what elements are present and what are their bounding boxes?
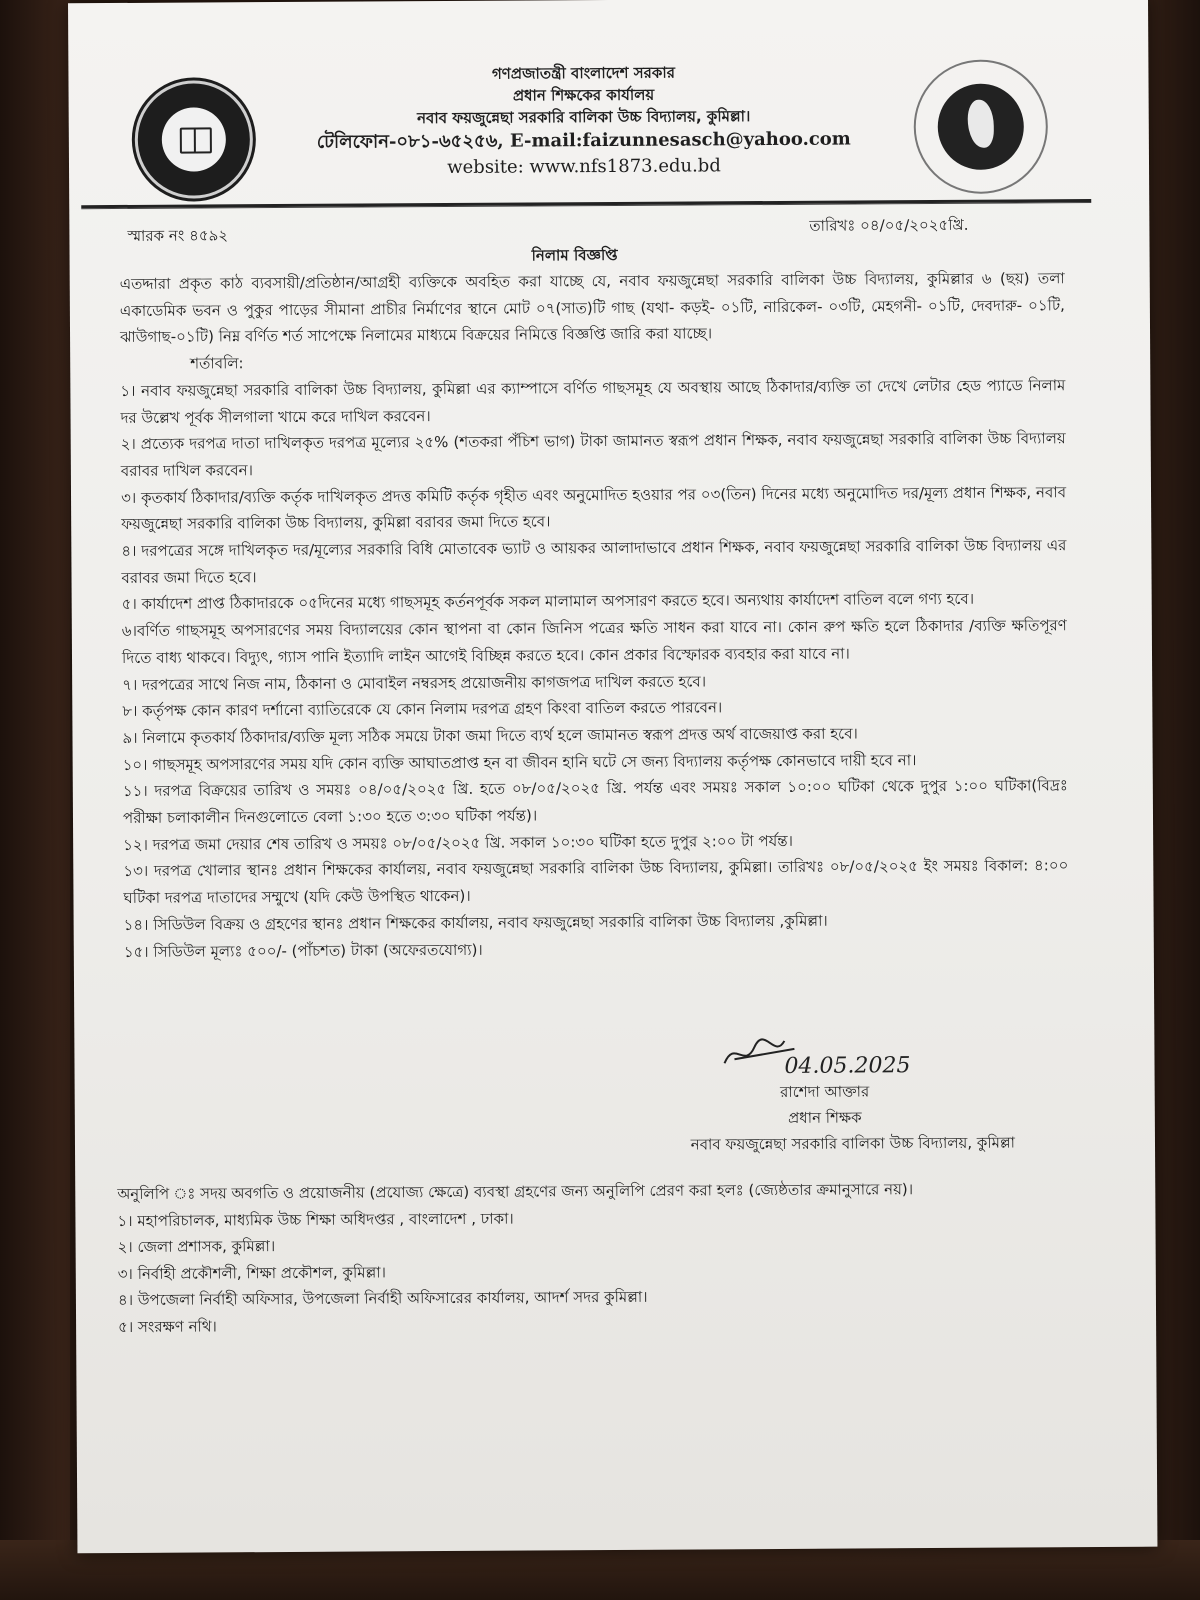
- copy-item: ৪। উপজেলা নির্বাহী অফিসার, উপজেলা নির্বাহী অফিসারের কার্যালয়, আদর্শ সদর কুমিল্লা।: [117, 1287, 648, 1310]
- government-name: গণপ্রজাতন্ত্রী বাংলাদেশ সরকার: [491, 63, 675, 83]
- term-item: ১৪। সিডিউল বিক্রয় ও গ্রহণের স্থানঃ প্রধান শিক্ষকের কার্যালয়, নবাব ফয়জুন্নেছা সরকারি বালিকা উচ্চ বিদ্যালয় ,কুমিল্লা।: [123, 911, 828, 934]
- copy-distribution: [117, 1175, 1068, 1340]
- contact-info: টেলিফোন-০৮১-৬৫২৫৬, E-mail:faizunnesasch@yahoo.com: [316, 128, 851, 153]
- term-item: ৭। দরপত্রের সাথে নিজ নাম, ঠিকানা ও মোবাইল নম্বরসহ প্রয়োজনীয় কাগজপত্র দাখিল করতে হবে।: [122, 671, 707, 694]
- term-item: ৬।বর্ণিত গাছসমূহ অপসারণের সময় বিদ্যালয়ের কোন স্থাপনা বা কোন জিনিস পত্রের ক্ষতি সাধন করা যাবে না। কোন রুপ ক্ষতি হলে ঠিকাদার /ব্যক্তি ক্ষতিপূরণ দিতে বাধ্য থাকবে। বিদ্যুৎ, গ্যাস পানি ইত্যাদি লাইন আগেই বিচ্ছিন্ন করতে হবে। কোন প্রকার বিস্ফোরক ব্যবহার করা যাবে না।: [121, 616, 1067, 667]
- term-item: ১। নবাব ফয়জুন্নেছা সরকারি বালিকা উচ্চ বিদ্যালয়, কুমিল্লা এর ক্যাম্পাসে বর্ণিত গাছসমূহ যে অবস্থায় আছে ঠিকাদার/ব্যক্তি তা দেখে লেটার হেড প্যাডে নিলাম দর উল্লেখ পূর্বক সীলগালা খামে করে দাখিল করবেন।: [120, 376, 1066, 427]
- header-divider: [81, 199, 1091, 209]
- memo-number: স্মারক নং ৪৫৯২: [127, 226, 229, 245]
- notice-body: [120, 265, 1069, 965]
- signature-block: [635, 1078, 1015, 1158]
- website-info: website: www.nfs1873.edu.bd: [447, 155, 721, 178]
- notice-title: নিলাম বিজ্ঞপ্তি: [531, 245, 618, 265]
- background-left: [0, 0, 70, 1600]
- copies-heading: অনুলিপি ঃ সদয় অবগতি ও প্রয়োজনীয় (প্রযোজ্য ক্ষেত্রে) ব্যবস্থা গ্রহণের জন্য অনুলিপি প্রেরণ করা হলঃ (জ্যেষ্ঠতার ক্রমানুসারে নয়)।: [117, 1180, 914, 1204]
- copy-item: ৫। সংরক্ষণ নথি।: [118, 1316, 217, 1336]
- term-item: ১১। দরপত্র বিক্রয়ের তারিখ ও সময়ঃ ০৪/০৫/২০২৫ খ্রি. হতে ০৮/০৫/২০২৫ খ্রি. পর্যন্ত এবং সময়ঃ সকাল ১০:০০ ঘটিকা থেকে দুপুর ১:০০ ঘটিকা(বিদ্রঃ পরীক্ষা চলাকালীন দিনগুলোতে বেলা ১:৩০ হতে ৩:৩০ ঘটিকা পর্যন্ত)।: [122, 776, 1068, 828]
- school-seal-icon: [134, 80, 253, 199]
- term-item: ৮। কর্তৃপক্ষ কোন কারণ দর্শানো ব্যাতিরেকে যে কোন নিলাম দরপত্র গ্রহণ কিংবা বাতিল করতে পারবেন।: [122, 698, 723, 721]
- notice-date: তারিখঃ ০৪/০৫/২০২৫খ্রি.: [809, 215, 969, 235]
- term-item: ৩। কৃতকার্য ঠিকাদার/ব্যক্তি কর্তৃক দাখিলকৃত প্রদত্ত কমিটি কর্তৃক গৃহীত এবং অনুমোদিত হওয়ার পর ০৩(তিন) দিনের মধ্যে অনুমোদিত দর/মূল্য প্রধান শিক্ষক, নবাব ফয়জুন্নেছা সরকারি বালিকা উচ্চ বিদ্যালয়, কুমিল্লা বরাবর জমা দিতে হবে।: [120, 482, 1067, 534]
- term-item: ৫। কার্যাদেশ প্রাপ্ত ঠিকাদারকে ০৫দিনের মধ্যে গাছসমূহ কর্তনপূর্বক সকল মালামাল অপসারণ করতে হবে। অন্যথায় কার্যাদেশ বাতিল বলে গণ্য হবে।: [121, 590, 975, 614]
- copy-item: ১। মহাপরিচালক, মাধ্যমিক উচ্চ শিক্ষা অধিদপ্তর , বাংলাদেশ , ঢাকা।: [117, 1209, 514, 1230]
- government-seal-icon: [913, 59, 1048, 194]
- term-item: ১০। গাছসমূহ অপসারণের সময় যদি কোন ব্যক্তি আঘাতপ্রাপ্ত হন বা জীবন হানি ঘটে সে জন্য বিদ্যালয় কর্তৃপক্ষ কোনভাবে দায়ী হবে না।: [122, 750, 917, 774]
- copy-item: ২। জেলা প্রশাসক, কুমিল্লা।: [117, 1237, 276, 1257]
- intro-paragraph: এতদ্দারা প্রকৃত কাঠ ব্যবসায়ী/প্রতিষ্ঠান/আগ্রহী ব্যক্তিকে অবহিত করা যাচ্ছে যে, নবাব ফয়জুন্নেছা সরকারি বালিকা উচ্চ বিদ্যালয়, কুমিল্লার ৬ (ছয়) তলা একাডেমিক ভবন ও পুকুর পাড়ের সীমানা প্রাচীর নির্মাণের স্থানে মোট ০৭(সাত)টি গাছ (যথা- কড়ই- ০১টি, নারিকেল- ০৩টি, মেহগনী- ০১টি, দেবদারু- ০১টি, ঝাউগাছ-০১টি) নিম্ন বর্ণিত শর্ত সাপেক্ষে নিলামের মাধ্যমে বিক্রয়ের নিমিত্তে বিজ্ঞপ্তি জারি করা যাচ্ছে।: [119, 269, 1065, 347]
- signatory-name: রাশেদা আক্তার: [780, 1082, 870, 1101]
- terms-heading: শর্তাবলি:: [190, 354, 244, 373]
- term-item: ১৩। দরপত্র খোলার স্থানঃ প্রধান শিক্ষকের কার্যালয়, নবাব ফয়জুন্নেছা সরকারি বালিকা উচ্চ বিদ্যালয়, কুমিল্লা। তারিখঃ ০৮/০৫/২০২৫ ইং সময়ঃ বিকাল: ৪:০০ ঘটিকা দরপত্র দাতাদের সম্মুখে (যদি কেউ উপস্থিত থাকেন)।: [123, 856, 1069, 908]
- term-item: ৪। দরপত্রের সঙ্গে দাখিলকৃত দর/মূল্যের সরকারি বিধি মোতাবেক ভ্যাট ও আয়কর আলাদাভাবে প্রধান শিক্ষক, নবাব ফয়জুন্নেছা সরকারি বালিকা উচ্চ বিদ্যালয় এর বরাবর জমা দিতে হবে।: [121, 536, 1067, 587]
- copy-item: ৩। নির্বাহী প্রকৌশলী, শিক্ষা প্রকৌশল, কুমিল্লা।: [117, 1262, 387, 1283]
- term-item: ২। প্রত্যেক দরপত্র দাতা দাখিলকৃত দরপত্র মূল্যের ২৫% (শতকরা পঁচিশ ভাগ) টাকা জামানত স্বরূপ প্রধান শিক্ষক, নবাব ফয়জুন্নেছা সরকারি বালিকা উচ্চ বিদ্যালয় বরাবর দাখিল করবেন।: [120, 429, 1066, 480]
- office-name: প্রধান শিক্ষকের কার্যালয়: [512, 85, 655, 105]
- signature-date: 04.05.2025: [784, 1053, 911, 1079]
- term-item: ৯। নিলামে কৃতকার্য ঠিকাদার/ব্যক্তি মূল্য সঠিক সময়ে টাকা জমা দিতে ব্যর্থ হলে জামানত স্বরূপ প্রদত্ত অর্থ বাজেয়াপ্ত করা হবে।: [122, 724, 858, 747]
- term-item: ১৫। সিডিউল মূল্যঃ ৫০০/- (পাঁচশত) টাকা (অফেরতযোগ্য)।: [123, 940, 483, 961]
- term-item: ১২। দরপত্র জমা দেয়ার শেষ তারিখ ও সময়ঃ ০৮/০৫/২০২৫ খ্রি. সকাল ১০:৩০ ঘটিকা হতে দুপুর ২:০০ টা পর্যন্ত।: [123, 831, 793, 854]
- signatory-designation: প্রধান শিক্ষক: [788, 1108, 862, 1127]
- signatory-organization: নবাব ফয়জুন্নেছা সরকারি বালিকা উচ্চ বিদ্যালয়, কুমিল্লা: [690, 1133, 1016, 1154]
- letterhead: [268, 60, 899, 182]
- handwritten-signature: [714, 1028, 914, 1079]
- notice-paper: [68, 0, 1157, 1553]
- school-name: নবাব ফয়জুন্নেছা সরকারি বালিকা উচ্চ বিদ্যালয়, কুমিল্লা।: [417, 107, 751, 128]
